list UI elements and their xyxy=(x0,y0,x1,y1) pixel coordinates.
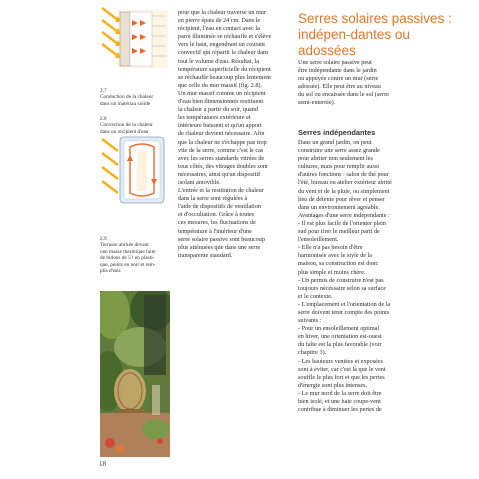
text-line: la chaleur à partir du soir, quand xyxy=(178,106,258,114)
text-line: serre solaire passive sont beaucoup xyxy=(178,235,265,243)
text-line: les températures extérieure et xyxy=(178,114,251,122)
text-line: toujours nécessaire selon sa surface xyxy=(298,284,386,292)
text-line: tout le volume d'eau. Résultat, la xyxy=(178,57,260,65)
text-line: de chaleur devient nécessaire. Afin xyxy=(178,130,265,138)
text-line: et le contexte. xyxy=(298,292,333,300)
figure-2-9-terrace-photo xyxy=(100,291,170,457)
text-line: plus atténuées que dans une serre xyxy=(178,243,261,251)
text-line: paroi illuminée se réchauffe et s'élève xyxy=(178,33,272,41)
page-number: 18 xyxy=(99,460,106,468)
text-line: - Les hauteurs ventées et exposées xyxy=(298,357,384,365)
text-line: se réchauffe beaucoup plus lentement xyxy=(178,73,272,81)
text-line: - Un permis de construire n'est pas xyxy=(298,276,384,284)
text-line: récipient, l'eau en contact avec la xyxy=(178,25,260,33)
text-line: maison, sa construction est donc xyxy=(298,260,379,268)
text-line: d'eau bien dimensionnés restituent xyxy=(178,98,264,106)
text-line: intérieure baissent et qu'un apport xyxy=(178,122,262,130)
text-line: isolant amovible. xyxy=(178,178,221,186)
text-line: que celle du mur massif (fig. 2.8). xyxy=(178,81,263,89)
text-line: - Elle n'a pas besoin d'être xyxy=(298,244,363,252)
text-line: cultures, mais pour remplir aussi xyxy=(298,163,379,171)
text-line: adossée). Elle peut être au niveau xyxy=(298,83,381,91)
text-line: ou appuyée contre un mur (serre xyxy=(298,75,379,83)
text-line: température superficielle du récipient xyxy=(178,65,271,73)
text-line: vers le haut, engendrant un courant xyxy=(178,41,265,49)
text-line: transparente standard. xyxy=(178,251,233,259)
text-line: en pierre épais de 24 cm. Dans le xyxy=(178,17,261,25)
text-line: semi-enterrée). xyxy=(298,99,336,107)
text-line: - L'emplacement et l'orientation de la xyxy=(298,300,391,308)
text-line: suivants : xyxy=(298,317,322,325)
text-line: du faîte est la plus favorable (voir xyxy=(298,341,382,349)
text-line: pour abriter non seulement les xyxy=(298,155,373,163)
text-line: L'entrée et la restitution de chaleur xyxy=(178,187,264,195)
text-line: l'aide de dispositifs de ventilation xyxy=(178,203,261,211)
text-line: d'énergie sont plus intenses. xyxy=(298,381,368,389)
text-line: du sol ou encaissée dans le sol (serre xyxy=(298,91,389,99)
figure-2-8-caption: 2.8 Convection de la chaleur dans un récipient d'eau xyxy=(100,116,153,135)
intro-paragraph xyxy=(298,59,468,108)
text-line: Un mur massif comme un récipient xyxy=(178,89,266,97)
text-line: bien isolé, et une haie coupe-vent xyxy=(298,398,381,405)
text-line: tous côtés, des vitrages doubles sont xyxy=(178,162,268,170)
text-line: du vent et de la pluie, ou simplement xyxy=(298,187,390,195)
text-line: sont à éviter, car c'est là que le vent xyxy=(298,365,386,373)
text-line: l'été, bureau ou atelier extérieur abrité xyxy=(298,179,392,187)
text-line: dans la serre sont régulées à xyxy=(178,195,248,203)
text-line: - Pour un ensoleillement optimal xyxy=(298,325,380,333)
section-title: Serres solaires passives : indépen-dantes ou adossées xyxy=(298,11,452,58)
text-line: nécessaires, ainsi qu'un dispositif xyxy=(178,170,261,178)
text-line: dans un environnement agréable. xyxy=(298,203,380,211)
text-line: construire une serre assez grande xyxy=(298,147,380,155)
text-line: pour que la chaleur traverse un mur xyxy=(178,9,266,16)
text-line: contribue à diminuer les pertes de xyxy=(298,406,382,414)
subheading-container xyxy=(298,128,375,137)
text-line: vite de la serre, comme c'est le cas xyxy=(178,146,264,154)
text-line: Avantages d'une serre indépendante : xyxy=(298,211,390,219)
text-line: convectif qui répartit la chaleur dans xyxy=(178,49,269,57)
text-line: température à l'intérieur d'une xyxy=(178,227,252,235)
text-line: en hiver, une orientation est-ouest xyxy=(298,333,382,341)
figure-2-9-caption: 2.9 Terrasse abritée devant une masse thermique faite de bidons de 5 l en plasti- que, peints en noir et rem- plis d'eau. xyxy=(100,236,156,275)
text-line: être indépendante dans le jardin xyxy=(298,67,377,75)
text-line: lieu de détente pour rêver et penser xyxy=(298,195,385,203)
text-line: Une serre solaire passive peut xyxy=(298,59,372,66)
text-line: et d'occultation. Grâce à toutes xyxy=(178,211,255,219)
figure-2-7-caption: 2.7 Conduction de la chaleur dans un matériau solide xyxy=(100,88,154,107)
text-line: chapitre 3). xyxy=(298,349,327,357)
body-text-middle-column xyxy=(178,9,288,260)
text-line: que la chaleur ne s'échappe pas trop xyxy=(178,138,267,146)
text-line: - Le mur nord de la serre doit être xyxy=(298,389,382,397)
subheading-serres-independantes: Serres indépendantes xyxy=(298,128,376,137)
text-line: d'autres fonctions : salon de thé pour xyxy=(298,171,389,179)
text-line: - Il est plus facile de l'orienter plein xyxy=(298,219,386,227)
figure-2-7-conduction-diagram xyxy=(100,6,170,78)
figure-2-8-convection-diagram xyxy=(100,133,170,211)
body-text-right-column xyxy=(298,139,468,414)
text-line: souffle le plus fort et que les pertes xyxy=(298,373,385,381)
text-line: serre doivent tenir compte des points xyxy=(298,308,390,316)
text-line: ces mesures, les fluctuations de xyxy=(178,219,256,227)
text-line: l'ensoleillement. xyxy=(298,236,339,244)
text-line: plus simple et moins chère. xyxy=(298,268,366,276)
text-line: harmonisée avec le style de la xyxy=(298,252,373,260)
text-line: Dans un grand jardin, on peut xyxy=(298,139,372,146)
text-line: avec les serres standards vitrées de xyxy=(178,154,265,162)
text-line: sud pour tirer le meilleur parti de xyxy=(298,228,380,236)
